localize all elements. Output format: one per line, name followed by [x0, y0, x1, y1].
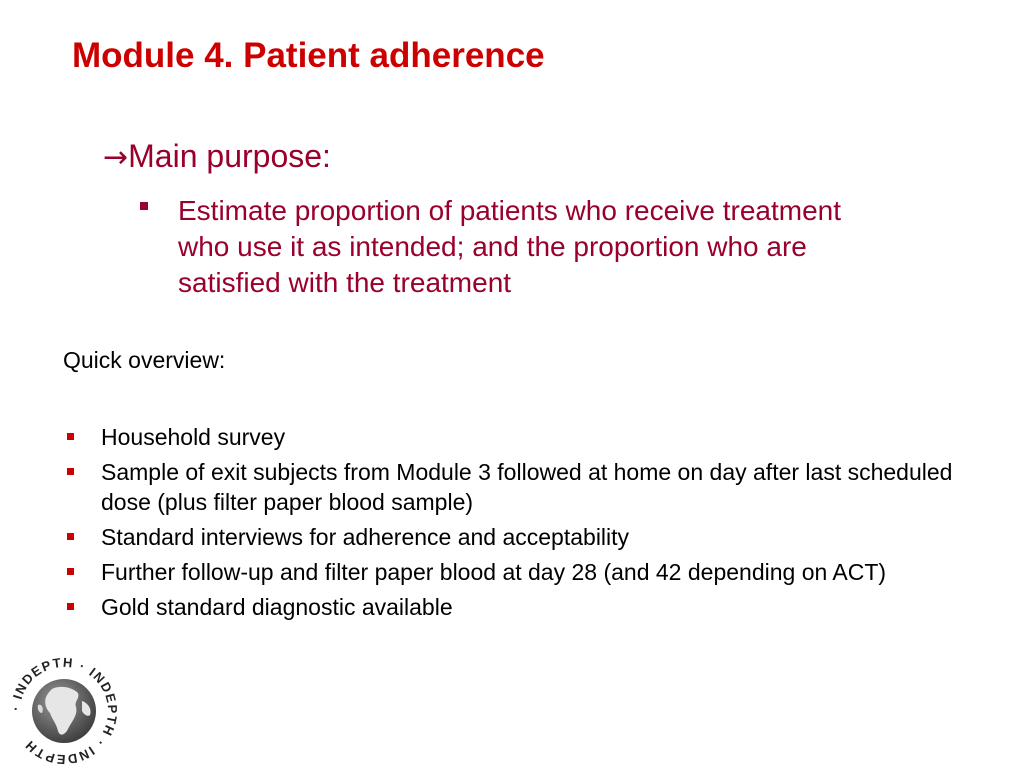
main-purpose-heading: [103, 138, 331, 175]
quick-overview-heading: Quick overview:: [63, 347, 226, 373]
right-arrow-icon: →: [103, 140, 129, 175]
list-item: [63, 422, 973, 452]
list-item-text: Sample of exit subjects from Module 3 followed at home on day after last scheduled dose (plus filter paper blood sample): [101, 459, 953, 515]
main-purpose-text: Estimate proportion of patients who receive treatment who use it as intended; and the proportion who are satisfied with the treatment: [178, 195, 842, 298]
square-bullet-icon: [67, 603, 74, 610]
indepth-logo: [8, 655, 120, 767]
globe-icon: [32, 679, 96, 743]
indepth-logo-graphic: [8, 655, 120, 767]
list-item: [63, 522, 973, 552]
main-purpose-label: Main purpose:: [128, 138, 331, 174]
list-item: [63, 557, 973, 587]
list-item-text: Household survey: [101, 424, 286, 450]
list-item-text: Further follow-up and filter paper blood at day 28 (and 42 depending on ACT): [101, 559, 887, 585]
square-bullet-icon: [67, 568, 74, 575]
list-item: [63, 457, 973, 517]
overview-list: [63, 422, 973, 627]
list-item-text: Standard interviews for adherence and acceptability: [101, 524, 630, 550]
square-bullet-icon: [67, 468, 74, 475]
main-purpose-bullet: [140, 193, 860, 301]
logo-ring-text: · INDEPTH · INDEPTH · INDEPTH: [8, 655, 120, 767]
square-bullet-icon: [67, 433, 74, 440]
square-bullet-icon: [67, 533, 74, 540]
slide-title: Module 4. Patient adherence: [72, 36, 545, 75]
list-item: [63, 592, 973, 622]
square-bullet-icon: [140, 202, 148, 210]
list-item-text: Gold standard diagnostic available: [101, 594, 453, 620]
